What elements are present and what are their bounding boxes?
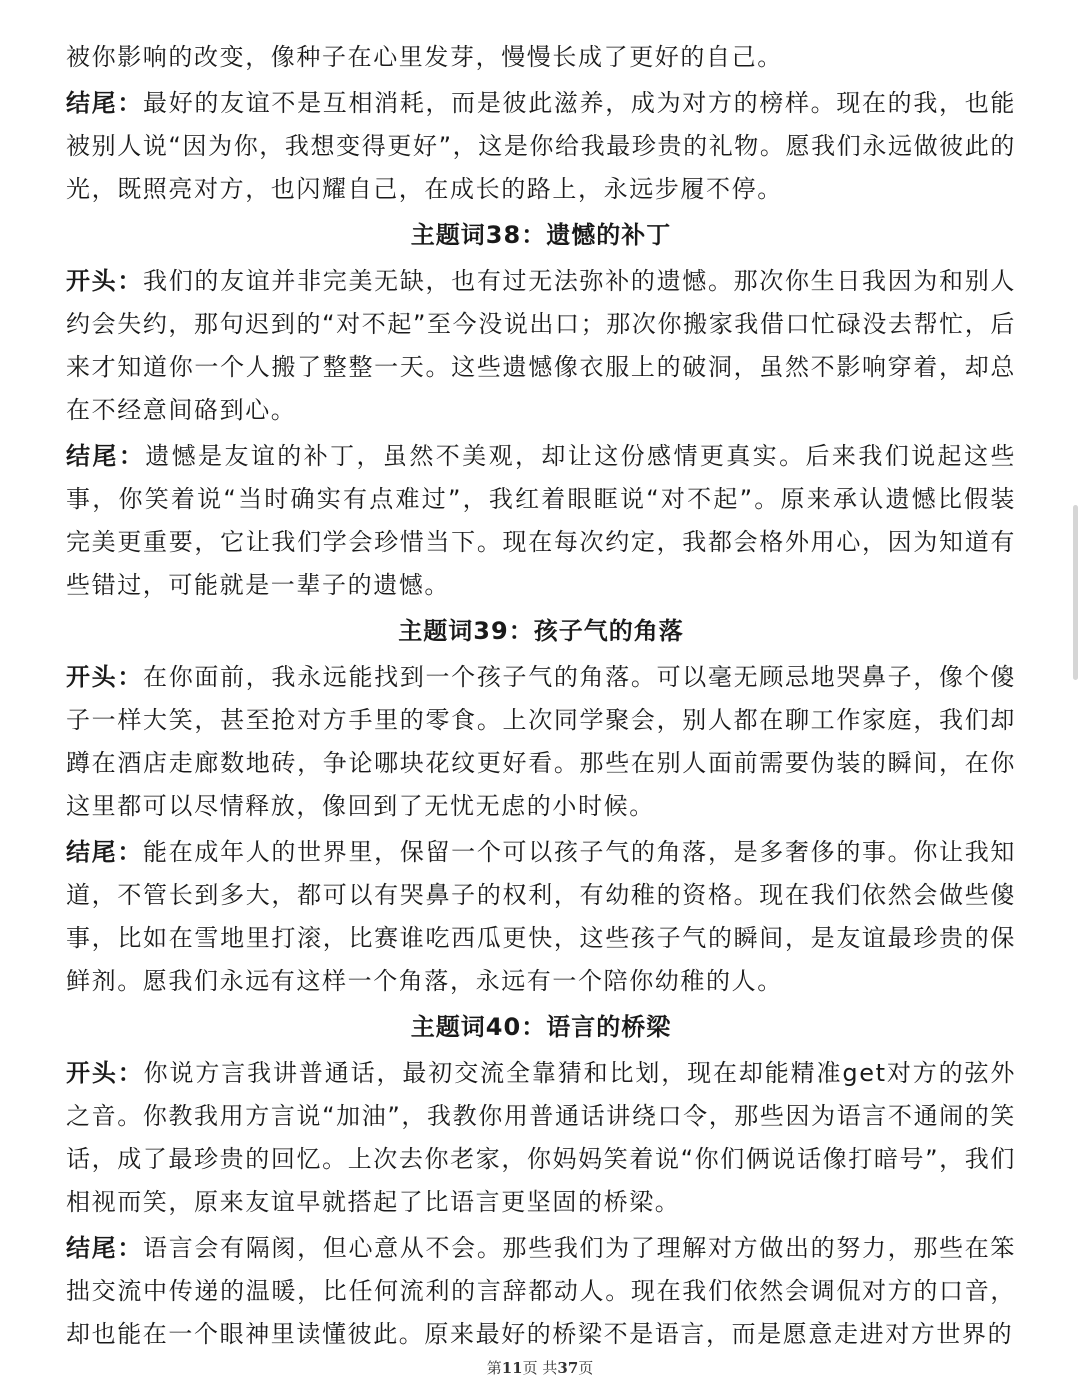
section38-ending-text: 遗憾是友谊的补丁，虽然不美观，却让这份感情更真实。后来我们说起这些事，你笑着说“当时确实有点难过”，我红着眼眶说“对不起”。原来承认遗憾比假装完美更重要，它让我们学会珍惜当下。现在每次约定，我都会格外用心，因为知道有些错过，可能就是一辈子的遗憾。 xyxy=(66,442,1016,599)
section38-opening-text: 我们的友谊并非完美无缺，也有过无法弥补的遗憾。那次你生日我因为和别人约会失约，那句迟到的“对不起”至今没说出口；那次你搬家我借口忙碌没去帮忙，后来才知道你一个人搬了整整一天。这些遗憾像衣服上的破洞，虽然不影响穿着，却总在不经意间硌到心。 xyxy=(66,267,1016,424)
section40-opening-text: 你说方言我讲普通话，最初交流全靠猜和比划，现在却能精准get对方的弦外之音。你教我用方言说“加油”，我教你用普通话讲绕口令，那些因为语言不通闹的笑话，成了最珍贵的回忆。上次去你老家，你妈妈笑着说“你们俩说话像打暗号”，我们相视而笑，原来友谊早就搭起了比语言更坚固的桥梁。 xyxy=(66,1059,1016,1216)
current-page-number: 11 xyxy=(501,1359,523,1377)
footer-suffix: 页 xyxy=(578,1359,594,1377)
section39-ending-text: 能在成年人的世界里，保留一个可以孩子气的角落，是多奢侈的事。你让我知道，不管长到多大，都可以有哭鼻子的权利，有幼稚的资格。现在我们依然会做些傻事，比如在雪地里打滚，比赛谁吃西瓜更快，这些孩子气的瞬间，是友谊最珍贵的保鲜剂。愿我们永远有这样一个角落，永远有一个陪你幼稚的人。 xyxy=(66,838,1016,995)
intro-text: 被你影响的改变，像种子在心里发芽，慢慢长成了更好的自己。 xyxy=(66,43,783,71)
opening-label: 开头： xyxy=(66,267,144,295)
section39-opening xyxy=(66,656,1016,828)
total-page-number: 37 xyxy=(557,1359,579,1377)
ending-label: 结尾： xyxy=(66,442,146,470)
section40-opening xyxy=(66,1052,1016,1224)
section37-ending xyxy=(66,82,1016,211)
section40-title: 主题词40：语言的桥梁 xyxy=(410,1013,672,1041)
opening-label: 开头： xyxy=(66,1059,144,1087)
footer-mid: 页 共 xyxy=(522,1359,558,1377)
section39-ending xyxy=(66,831,1016,1003)
section38-title: 主题词38：遗憾的补丁 xyxy=(410,221,672,249)
section39-title: 主题词39：孩子气的角落 xyxy=(398,617,684,645)
vertical-scrollbar[interactable] xyxy=(1073,505,1078,680)
opening-label: 开头： xyxy=(66,663,144,691)
ending-label: 结尾： xyxy=(66,838,144,866)
page-footer xyxy=(0,1357,1080,1378)
section38-ending xyxy=(66,435,1016,607)
section40-ending xyxy=(66,1227,1016,1356)
footer-prefix: 第 xyxy=(486,1359,502,1377)
ending-label: 结尾： xyxy=(66,89,144,117)
document-body xyxy=(66,36,1016,1359)
section40-ending-text: 语言会有隔阂，但心意从不会。那些我们为了理解对方做出的努力，那些在笨拙交流中传递的温暖，比任何流利的言辞都动人。现在我们依然会调侃对方的口音，却也能在一个眼神里读懂彼此。原来最好的桥梁不是语言，而是愿意走进对方世界的 xyxy=(66,1234,1016,1348)
section38-opening xyxy=(66,260,1016,432)
section37-ending-text: 最好的友谊不是互相消耗，而是彼此滋养，成为对方的榜样。现在的我，也能被别人说“因为你，我想变得更好”，这是你给我最珍贵的礼物。愿我们永远做彼此的光，既照亮对方，也闪耀自己，在成长的路上，永远步履不停。 xyxy=(66,89,1016,203)
intro-paragraph xyxy=(66,36,1016,79)
ending-label: 结尾： xyxy=(66,1234,144,1262)
section39-opening-text: 在你面前，我永远能找到一个孩子气的角落。可以毫无顾忌地哭鼻子，像个傻子一样大笑，甚至抢对方手里的零食。上次同学聚会，别人都在聊工作家庭，我们却蹲在酒店走廊数地砖，争论哪块花纹更好看。那些在别人面前需要伪装的瞬间，在你这里都可以尽情释放，像回到了无忧无虑的小时候。 xyxy=(66,663,1016,820)
